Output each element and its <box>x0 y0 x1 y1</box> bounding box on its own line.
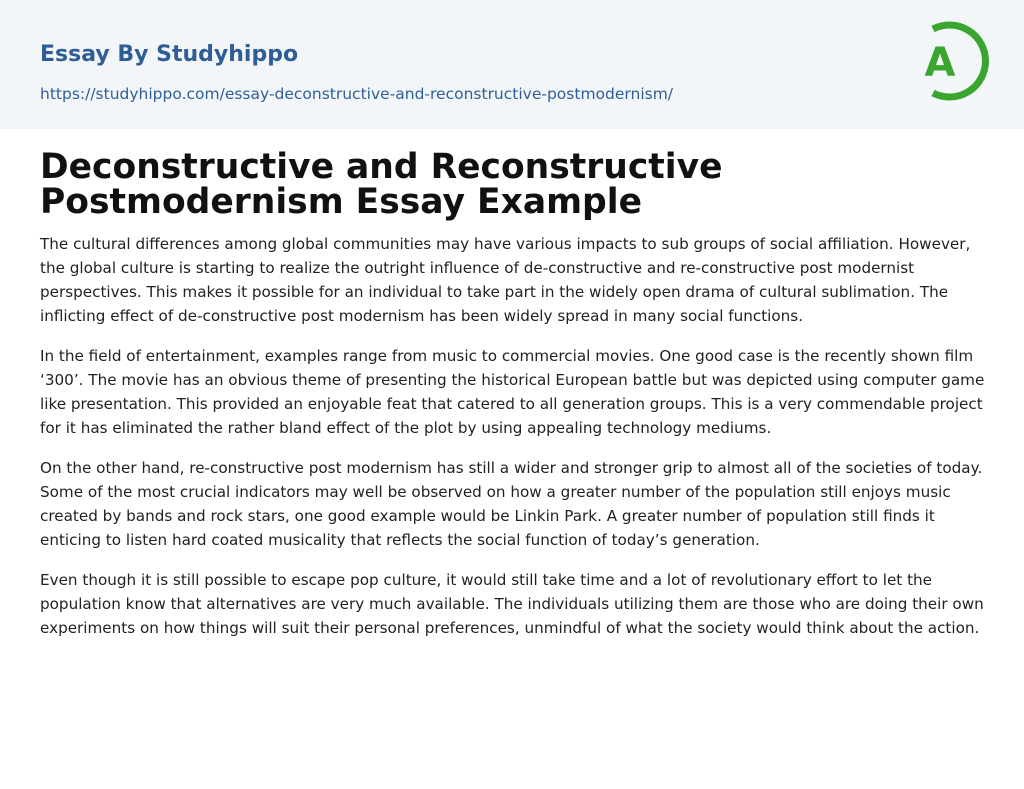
a-letter-circle-logo-icon[interactable] <box>904 18 990 104</box>
paragraph-1: The cultural differences among global communities may have various impacts to sub groups of social affiliation. However, the global culture is starting to realize the outright influence of de-constructive and re-constructive post modernist perspectives. This makes it possible for an individual to take part in the widely open drama of cultural sublimation. The inflicting effect of de-constructive post modernism has been widely spread in many social functions. <box>40 235 971 325</box>
paragraph-4: Even though it is still possible to escape pop culture, it would still take time and a lot of revolutionary effort to let the population know that alternatives are very much available. The individuals utilizing them are those who are doing their own experiments on how things will suit their personal preferences, unmindful of what the society would think about the action. <box>40 571 984 637</box>
paragraph-3: On the other hand, re-constructive post modernism has still a wider and stronger grip to almost all of the societies of today. Some of the most crucial indicators may well be observed on how a greater number of the population still enjoys music created by bands and rock stars, one good example would be Linkin Park. A greater number of population still finds it enticing to listen hard coated musicality that reflects the social function of today’s generation. <box>40 459 983 549</box>
article-title: Deconstructive and Reconstructive Postmodernism Essay Example <box>40 147 723 222</box>
page-url-link[interactable]: https://studyhippo.com/essay-deconstructive-and-reconstructive-postmodernism/ <box>40 85 674 103</box>
brand-title[interactable]: Essay By Studyhippo <box>40 42 299 67</box>
paragraph-2: In the field of entertainment, examples range from music to commercial movies. One good case is the recently shown film ‘300’. The movie has an obvious theme of presenting the historical European battle but was depicted using computer game like presentation. This provided an enjoyable feat that catered to all generation groups. This is a very commendable project for it has eliminated the rather bland effect of the plot by using appealing technology mediums. <box>40 347 985 437</box>
logo-letter: A <box>924 40 956 86</box>
site-header <box>0 0 1024 129</box>
article <box>40 147 986 656</box>
